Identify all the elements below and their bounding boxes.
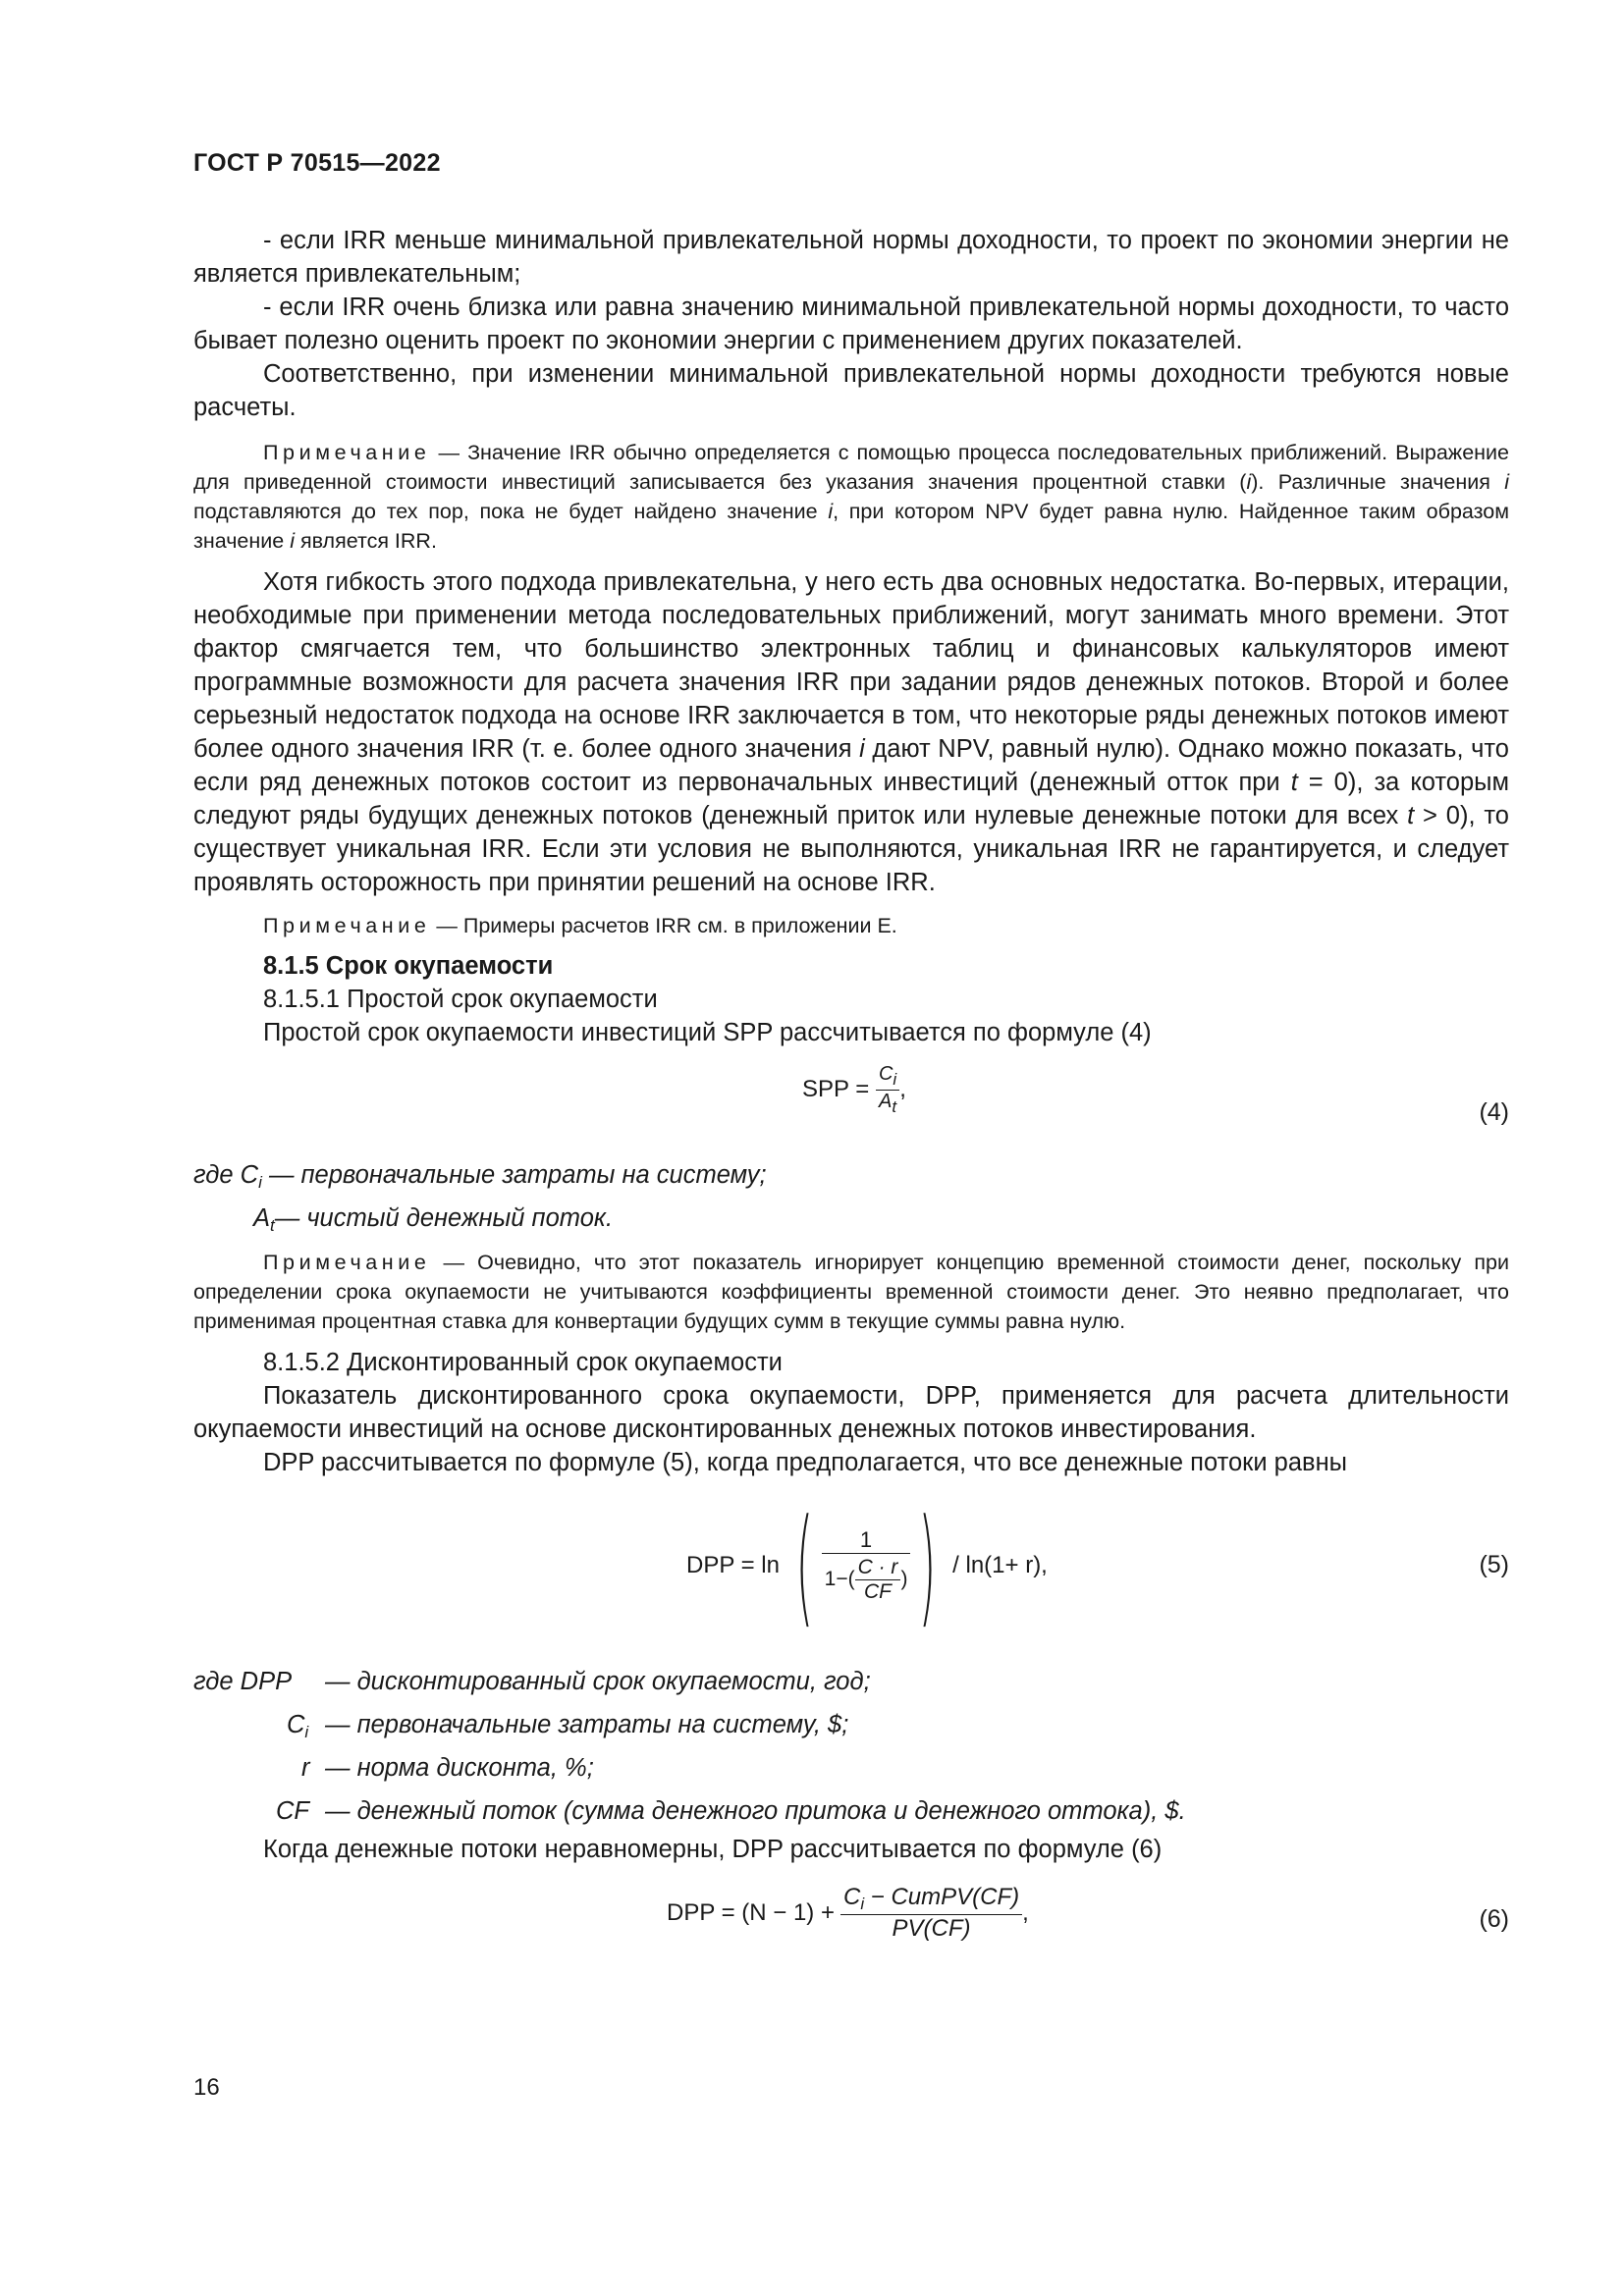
paragraph: Показатель дисконтированного срока окупаемости, DPP, применяется для расчета длительности окупаемости инвестиций на основе дисконтированных денежных потоков инвестирования. xyxy=(193,1382,1509,1443)
fraction: $\frac{C_i}{A_t}$ xyxy=(876,1063,899,1117)
section-heading: 8.1.5 Срок окупаемости xyxy=(263,952,554,980)
formula-6: DPP = (N − 1) + $\frac{C_i - CumPV(CF)}{PV(CF)}$ , (6) xyxy=(667,1884,1509,1942)
definition-row: где $C_i$ — первоначальные затраты на систему; xyxy=(193,1161,767,1192)
document-header: ГОСТ Р 70515—2022 xyxy=(193,149,441,177)
bullet-item: - если IRR очень близка или равна значению минимальной привлекательной нормы доходности, то часто бывает полезно оценить проект по экономии энергии с применением других показателей. xyxy=(193,294,1509,354)
formula-4: SPP = $\frac{C_i}{A_t}$ , (4) xyxy=(802,1063,1509,1126)
fraction: $\frac{C_i - CumPV(CF)}{PV(CF)}$ xyxy=(840,1884,1022,1943)
paragraph: Соответственно, при изменении минимальной привлекательной нормы доходности требуются новые расчеты. xyxy=(193,360,1509,421)
subsection-heading: 8.1.5.1 Простой срок окупаемости xyxy=(263,986,658,1013)
bracket-left: ( xyxy=(795,1491,814,1640)
formula-number: (6) xyxy=(1479,1905,1509,1933)
note-label: Примечание xyxy=(263,914,431,937)
note: Примечание — Значение IRR обычно определяется с помощью процесса последовательных приближений. Выражение для приведенной стоимости инвестиций записывается без указания значения процентной ставки (i). Различные значения i подставляются до тех пор, пока не будет найдено значение i, при котором NPV будет равна нулю. Найденное таким образом значение i является IRR. xyxy=(193,441,1509,553)
definition-row: r — норма дисконта, %; xyxy=(301,1754,594,1782)
paragraph: Хотя гибкость этого подхода привлекательна, у него есть два основных недостатка. Во-первых, итерации, необходимые при применении метода последовательных приближений, могут занимать много времени. Этот фактор смягчается тем, что большинство электронных таблиц и финансовых калькуляторов имеют программные возможности для расчета значения IRR при задании рядов денежных потоков. Второй и более серьезный недостаток подхода на основе IRR заключается в том, что некоторые ряды денежных потоков имеют более одного значения IRR (т. е. более одного значения i дают NPV, равный нулю). Однако можно показать, что если ряд денежных потоков состоит из первоначальных инвестиций (денежный отток при t = 0), за которым следуют ряды будущих денежных потоков (денежный приток или нулевые денежные потоки для всех t > 0), то существует уникальная IRR. Если эти условия не выполняются, уникальная IRR не гарантируется, и следует проявлять осторожность при принятии решений на основе IRR. xyxy=(193,568,1510,896)
bracket-right: ) xyxy=(918,1491,937,1640)
definition-row: $C_i$ — первоначальные затраты на систему, $; xyxy=(287,1711,849,1741)
formula-number: (5) xyxy=(1479,1551,1509,1578)
note: Примечание — Очевидно, что этот показатель игнорирует концепцию временной стоимости денег, поскольку при определении срока окупаемости не учитываются коэффициенты временной стоимости денег. Это неявно предполагает, что применимая процентная ставка для конвертации будущих сумм в текущие суммы равна нулю. xyxy=(193,1251,1509,1333)
note-label: Примечание xyxy=(263,441,431,464)
note: Примечание — Примеры расчетов IRR см. в приложении Е. xyxy=(263,914,897,937)
paragraph: Когда денежные потоки неравномерны, DPP рассчитывается по формуле (6) xyxy=(263,1836,1163,1863)
inner-fraction: $\frac{C \cdot r}{CF}$ xyxy=(855,1556,901,1604)
paragraph: DPP рассчитывается по формуле (5), когда предполагается, что все денежные потоки равны xyxy=(263,1449,1347,1476)
definition-row: где DPP — дисконтированный срок окупаемости, год; xyxy=(193,1668,871,1695)
formula-number: (4) xyxy=(1479,1098,1509,1126)
document-body xyxy=(193,224,1509,1972)
page-number: 16 xyxy=(193,2074,220,2101)
formula-5: DPP = ln ( 1 1−( $\frac{C \cdot r}{CF}$ ) ) / ln(1+ r), (5) xyxy=(686,1491,1509,1640)
subsection-heading: 8.1.5.2 Дисконтированный срок окупаемости xyxy=(263,1349,783,1376)
paragraph: Простой срок окупаемости инвестиций SPP рассчитывается по формуле (4) xyxy=(263,1019,1152,1046)
definition-row: $A_t—$ чистый денежный поток. xyxy=(253,1204,614,1235)
fraction: 1 1−( $\frac{C \cdot r}{CF}$ ) xyxy=(822,1527,911,1604)
note-label: Примечание xyxy=(263,1251,431,1274)
bullet-item: - если IRR меньше минимальной привлекательной нормы доходности, то проект по экономии энергии не является привлекательным; xyxy=(193,227,1509,288)
definition-row: CF — денежный поток (сумма денежного притока и денежного оттока), $. xyxy=(276,1797,1186,1825)
